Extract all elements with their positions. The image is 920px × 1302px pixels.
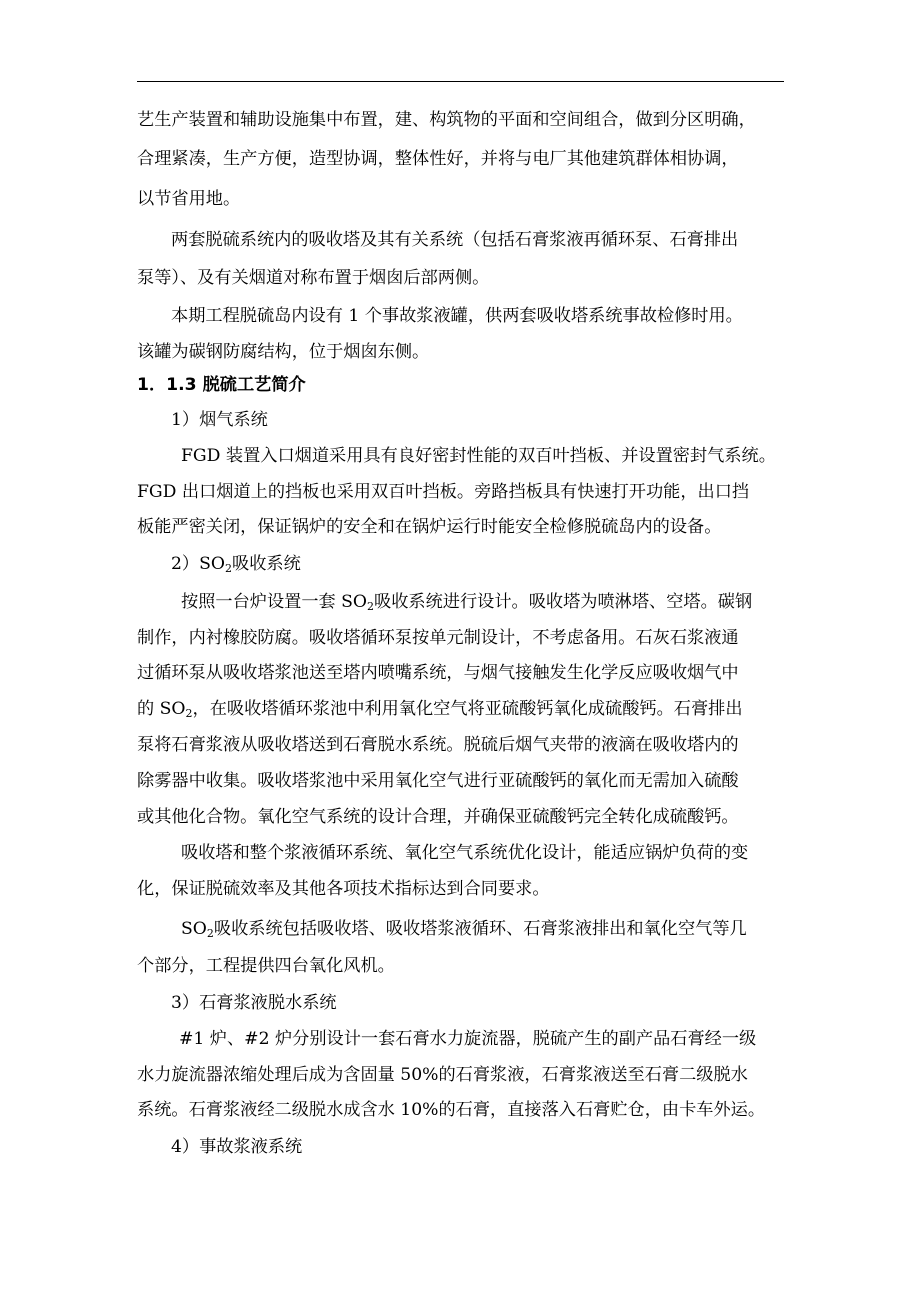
text-line: FGD 装置入口烟道采用具有良好密封性能的双百叶挡板、并设置密封气系统。 (181, 446, 776, 466)
text-line: #1 炉、#2 炉分别设计一套石膏水力旋流器，脱硫产生的副产品石膏经一级 (179, 1029, 757, 1049)
text-line: 制作，内衬橡胶防腐。吸收塔循环泵按单元制设计，不考虑备用。石灰石浆液通 (137, 628, 739, 648)
subsection-heading: $2)SO_2$吸收系统 (171, 554, 301, 575)
text-line: 以节省用地。 (137, 189, 241, 209)
text-line: 板能严密关闭，保证锅炉的安全和在锅炉运行时能安全检修脱硫岛内的设备。 (137, 517, 722, 537)
text-line: 本期工程脱硫岛内设有 1 个事故浆液罐，供两套吸收塔系统事故检修时用。 (171, 306, 743, 326)
text-line: 除雾器中收集。吸收塔浆池中采用氧化空气进行亚硫酸钙的氧化而无需加入硫酸 (137, 771, 739, 791)
subsection-heading: 3）石膏浆液脱水系统 (171, 993, 337, 1013)
text-fragment: 的 SO (137, 699, 186, 719)
subsection-heading: 1）烟气系统 (171, 410, 268, 430)
text-line: 的 $SO_2$，在吸收塔循环浆池中利用氧化空气将亚硫酸钙氧化成硫酸钙。石膏排出 (137, 699, 743, 720)
text-line: 水力旋流器浓缩处理后成为含固量 50%的石膏浆液，石膏浆液送至石膏二级脱水 (137, 1065, 748, 1085)
section-heading: 1．1.3 脱硫工艺简介 (137, 375, 306, 395)
text-fragment: 2）SO (171, 554, 225, 574)
text-line: 吸收塔和整个浆液循环系统、氧化空气系统优化设计，能适应锅炉负荷的变 (181, 843, 749, 863)
text-line: 该罐为碳钢防腐结构，位于烟囱东侧。 (137, 342, 430, 362)
text-line: 合理紧凑，生产方便，造型协调，整体性好，并将与电厂其他建筑群体相协调， (137, 149, 739, 169)
text-fragment: 吸收系统 (232, 554, 301, 574)
text-line: 化，保证脱硫效率及其他各项技术指标达到合同要求。 (137, 879, 550, 899)
text-fragment: 吸收系统进行设计。吸收塔为喷淋塔、空塔。碳钢 (374, 592, 753, 612)
header-rule (137, 81, 784, 82)
text-line: $SO_2$吸收系统包括吸收塔、吸收塔浆液循环、石膏浆液排出和氧化空气等几 (181, 919, 747, 940)
text-line: 或其他化合物。氧化空气系统的设计合理，并确保亚硫酸钙完全转化成硫酸钙。 (137, 807, 739, 827)
text-line: 泵将石膏浆液从吸收塔送到石膏脱水系统。脱硫后烟气夹带的液滴在吸收塔内的 (137, 735, 739, 755)
text-fragment: 吸收系统包括吸收塔、吸收塔浆液循环、石膏浆液排出和氧化空气等几 (213, 919, 747, 939)
text-line: 泵等）、及有关烟道对称布置于烟囱后部两侧。 (137, 268, 490, 288)
text-line: 两套脱硫系统内的吸收塔及其有关系统（包括石膏浆液再循环泵、石膏排出 (171, 230, 739, 250)
text-line: 过循环泵从吸收塔浆池送至塔内喷嘴系统，与烟气接触发生化学反应吸收烟气中 (137, 663, 739, 683)
text-line: FGD 出口烟道上的挡板也采用双百叶挡板。旁路挡板具有快速打开功能，出口挡 (137, 482, 750, 502)
text-line: 按照一台炉设置一套 $SO_2$吸收系统进行设计。吸收塔为喷淋塔、空塔。碳钢 (181, 592, 753, 613)
text-line: 个部分，工程提供四台氧化风机。 (137, 956, 395, 976)
subsection-heading: 4）事故浆液系统 (171, 1137, 303, 1157)
text-line: 艺生产装置和辅助设施集中布置，建、构筑物的平面和空间组合，做到分区明确， (137, 110, 756, 130)
text-fragment: SO (181, 919, 207, 939)
text-line: 系统。石膏浆液经二级脱水成含水 10%的石膏，直接落入石膏贮仓，由卡车外运。 (137, 1100, 766, 1120)
text-fragment: 按照一台炉设置一套 SO (181, 592, 368, 612)
text-fragment: ，在吸收塔循环浆池中利用氧化空气将亚硫酸钙氧化成硫酸钙。石膏排出 (192, 699, 743, 719)
